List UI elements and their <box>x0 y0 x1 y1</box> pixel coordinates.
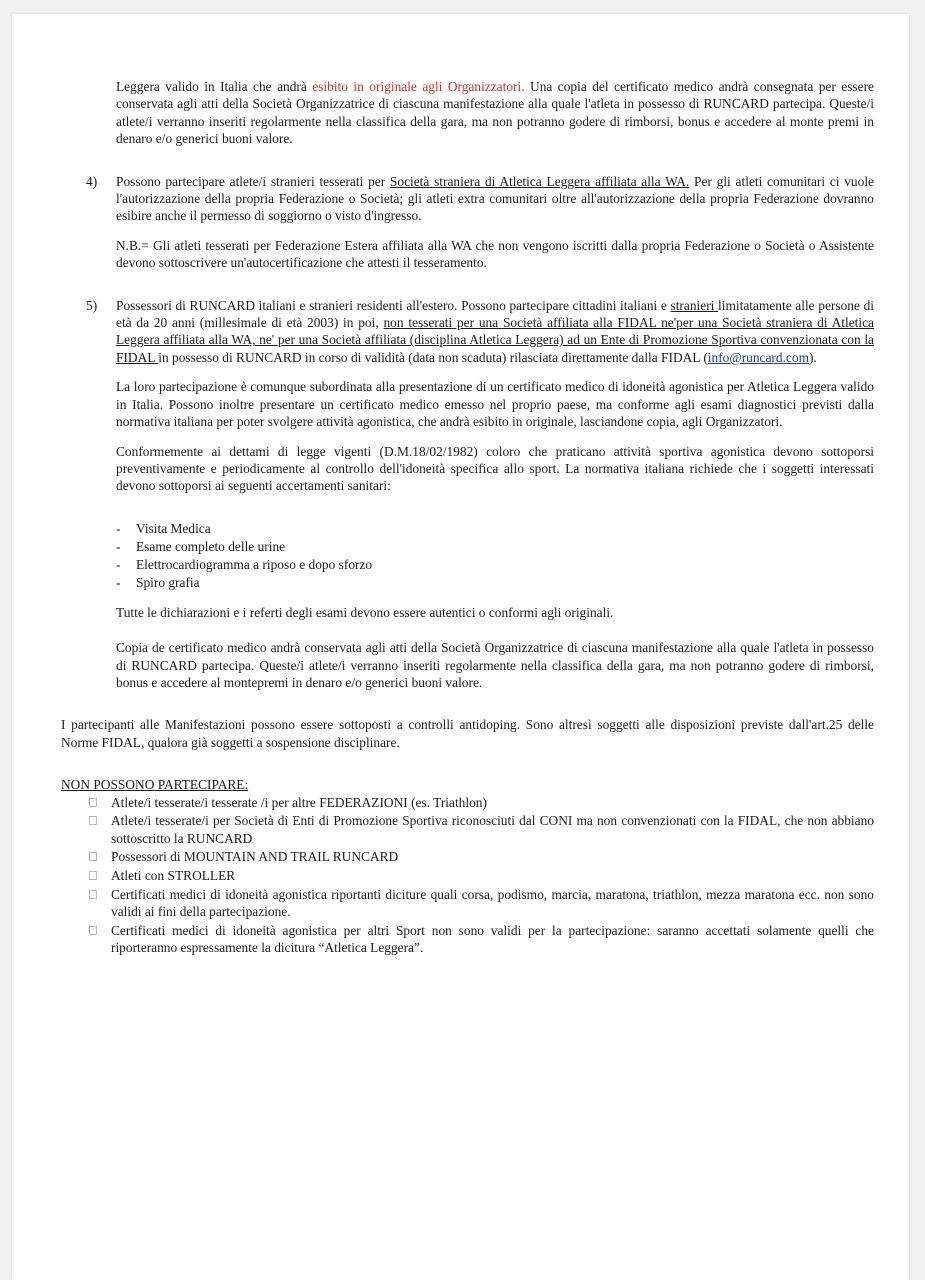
document-body <box>61 78 874 958</box>
list-item: - Esame completo delle urine <box>116 538 286 554</box>
email-link[interactable]: info@runcard.com <box>707 349 809 365</box>
checkbox-bullet-icon <box>89 871 97 880</box>
checkbox-bullet-icon <box>89 926 97 935</box>
exclusions-list <box>61 794 874 957</box>
nb-paragraph: N.B.= Gli atleti tesserati per Federazione Estera affiliata alla WA che non vengono iscritti dalla propria Federazione o Società o Assistente devono sottoscrivere un'autocertificazione che attesti il tesseramento. <box>116 237 874 271</box>
underlined-text: Società straniera di Atletica Leggera affiliata alla WA. <box>389 173 690 189</box>
list-item: Atleti con STROLLER <box>88 867 874 885</box>
list-item: Possessori di MOUNTAIN AND TRAIL RUNCARD <box>88 848 874 866</box>
item-5: 5) Possessori di RUNCARD italiani e stranieri residenti all'estero. Possono partecipare cittadini italiani e stranieri limitatamente alle persone di età da 20 anni (millesimale di età 2003) in poi, non tesserati per una Società affiliata alla FIDAL ne'per una Società straniera di Atletica Leggera affiliata alla WA, ne' per una Società affiliata (disciplina Atletica Leggera) ad un Ente di Promozione Sportiva convenzionata con la FIDAL in possesso di RUNCARD in corso di validità (data non scaduta) rilasciata direttamente dalla FIDAL (info@runcard.com). <box>86 297 874 365</box>
list-item: - Elettrocardiogramma a riposo e dopo sforzo <box>116 556 373 572</box>
exam-list <box>61 520 874 592</box>
underlined-text: stranieri <box>670 297 719 313</box>
underlined-text: non tesserati per una Società affiliata alla FIDAL ne'per una Società straniera di Atletica Leggera affiliata alla WA, ne' per una Società affiliata (disciplina Atletica Leggera) ad un Ente di Promozione Sportiva convenzionata con la FIDAL <box>116 315 874 365</box>
item5-paragraph-2: La loro partecipazione è comunque subordinata alla presentazione di un certificato medico di idoneità agonistica per Atletica Leggera valido in Italia. Possono inoltre presentare un certificato medico emesso nel proprio paese, ma conforme agli esami diagnostici previsti dalla normativa italiana per poter svolgere attività agonistica, che andrà esibito in originale, lasciandone copia, agli Organizzatori. <box>116 379 874 430</box>
list-item: Certificati medici di idoneità agonistica per altri Sport non sono validi per la partecipazione: saranno accettati solamente quelli che riporteranno espressamente la dicitura “Atletica Leggera”. <box>88 922 874 957</box>
item-4: 4) Possono partecipare atlete/i stranieri tesserati per Società straniera di Atletica Leggera affiliata alla WA. Per gli atleti comunitari ci vuole l'autorizzazione della propria Federazione o Società; gli atleti extra comunitari oltre all'autorizzazione della propria Federazione dovranno esibire anche il permesso di soggiorno o visto d'ingresso. <box>86 173 874 224</box>
document-page <box>12 14 909 1280</box>
list-item: - Spiro grafia <box>116 574 200 590</box>
checkbox-bullet-icon <box>89 798 97 807</box>
list-item: Atlete/i tesserate/i tesserate /i per altre FEDERAZIONI (es. Triathlon) <box>88 794 874 812</box>
antidoping-paragraph: I partecipanti alle Manifestazioni possono essere sottoposti a controlli antidoping. Sono altresì soggetti alle disposizioni previste dall'art.25 delle Norme FIDAL, qualora già soggetti a sospensione disciplinare. <box>61 717 874 750</box>
list-item: Certificati medici di idoneità agonistica riportanti diciture quali corsa, podismo, marcia, maratona, triathlon, mezza maratona ecc. non sono validi ai fini della partecipazione. <box>88 886 874 921</box>
item-number: 4) <box>86 173 98 189</box>
exclusions-heading: NON POSSONO PARTECIPARE: <box>61 777 249 793</box>
checkbox-bullet-icon <box>89 816 97 825</box>
intro-paragraph: Leggera valido in Italia che andrà esibito in originale agli Organizzatori. Una copia del certificato medico andrà consegnata per essere conservata agli atti della Società Organizzatrice di ciascuna manifestazione alla quale l'atleta in possesso di RUNCARD partecipa. Queste/i atlete/i verranno inseriti regolarmente nella classifica della gara, ma non potranno godere di rimborsi, bonus e accedere al monte premi in denaro e/o generici buoni valore. <box>116 79 874 147</box>
item-number: 5) <box>86 297 98 313</box>
item5-paragraph-5: Copia de certificato medico andrà conservata agli atti della Società Organizzatrice di ciascuna manifestazione alla quale l'atleta in possesso di RUNCARD partecipa. Queste/i atlete/i verranno inseriti regolarmente nella classifica della gara, ma non potranno godere di rimborsi, bonus e accedere al montepremi in denaro e/o generici buoni valore. <box>116 640 874 690</box>
item5-paragraph-3: Conformemente ai dettami di legge vigenti (D.M.18/02/1982) coloro che praticano attività sportiva agonistica devono sottoporsi preventivamente e periodicamente al controllo dell'idoneità specifica allo sport. La normativa italiana richiede che i soggetti interessati devono sottoporsi ai seguenti accertamenti sanitari: <box>116 443 874 494</box>
checkbox-bullet-icon <box>89 890 97 899</box>
list-item: Atlete/i tesserate/i per Società di Enti di Promozione Sportiva riconosciuti dal CONI ma non convenzionati con la FIDAL, che non abbiano sottoscritto la RUNCARD <box>88 812 874 847</box>
list-item: - Visita Medica <box>116 520 211 536</box>
checkbox-bullet-icon <box>89 852 97 861</box>
highlighted-text: esibito in originale agli Organizzatori. <box>312 79 525 94</box>
item5-paragraph-4: Tutte le dichiarazioni e i referti degli esami devono essere autentici o conformi agli originali. <box>116 604 614 620</box>
